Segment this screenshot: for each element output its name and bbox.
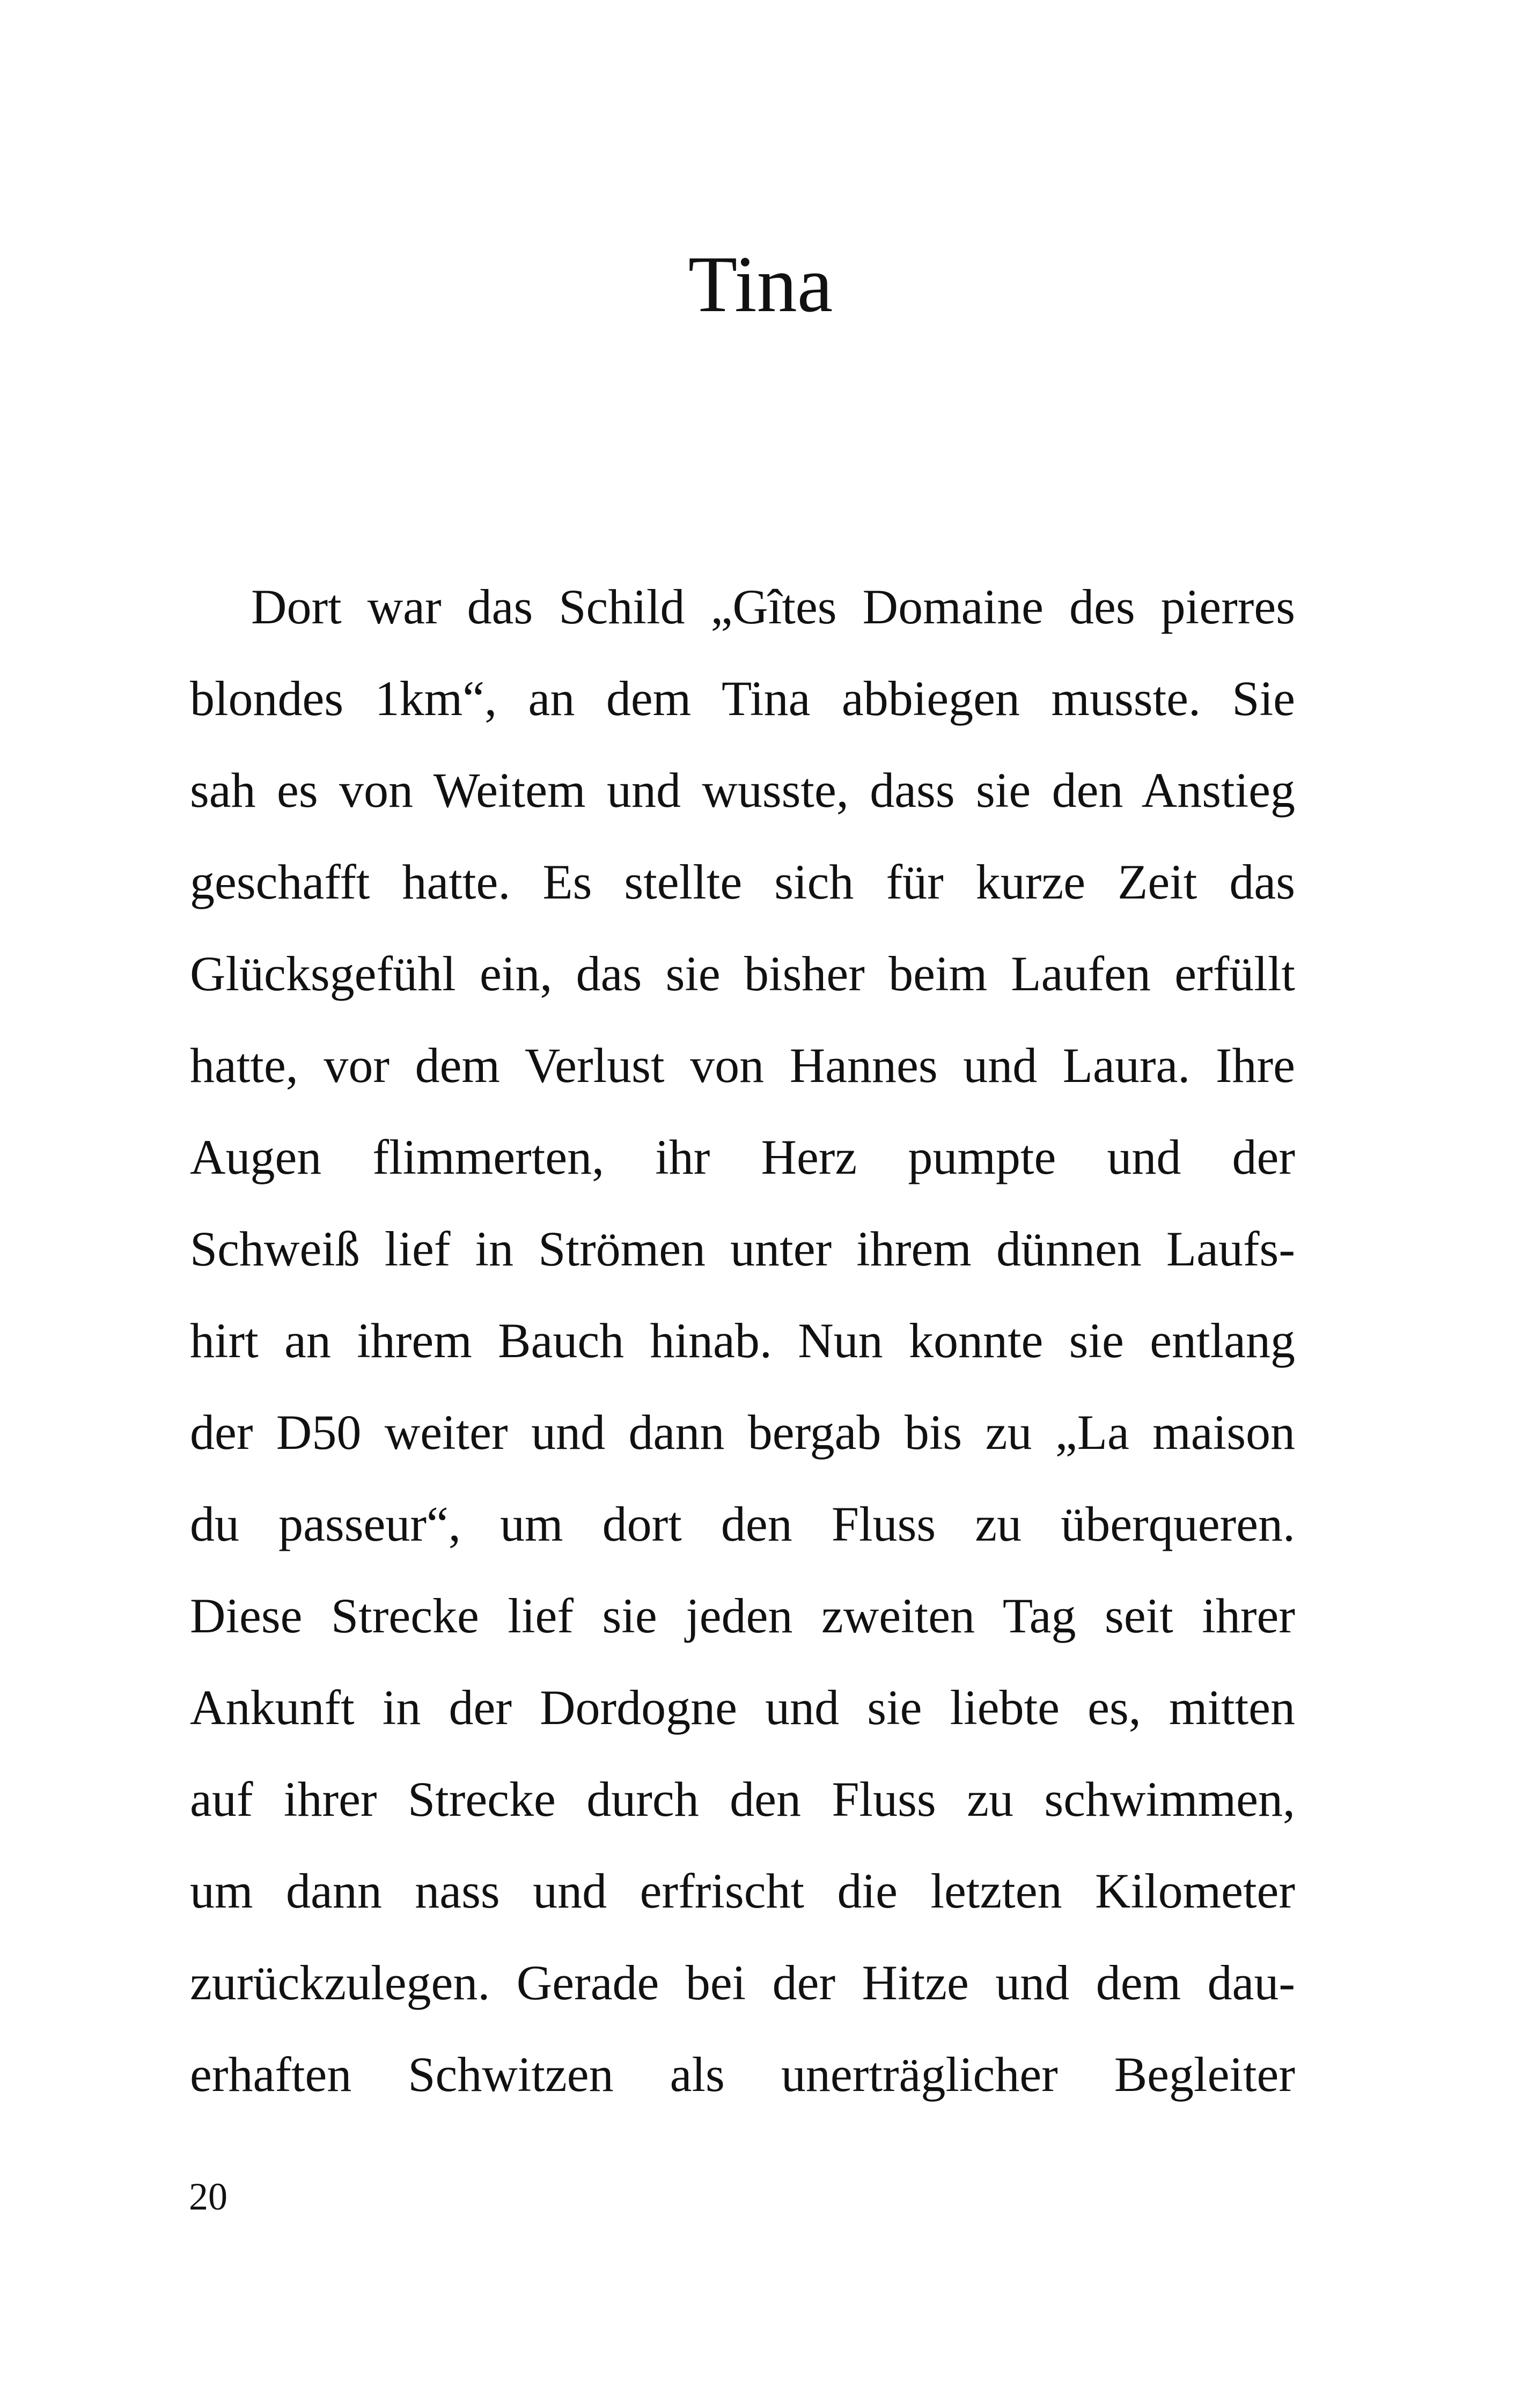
text-line: erhaften Schwitzen als unerträglicher Begleiter: [190, 2047, 1295, 2102]
text-line: Schweiß lief in Strömen unter ihrem dünnen Laufs-: [190, 1221, 1295, 1276]
text-line: um dann nass und erfrischt die letzten Kilometer: [190, 1864, 1295, 1918]
chapter-title: Tina: [688, 240, 833, 329]
text-line: Dort war das Schild „Gîtes Domaine des pierres: [251, 579, 1295, 634]
page-number: 20: [189, 2175, 227, 2218]
text-line: geschafft hatte. Es stellte sich für kurze Zeit das: [190, 855, 1295, 909]
body-paragraph: [190, 561, 1295, 2120]
text-line: der D50 weiter und dann bergab bis zu „La maison: [190, 1405, 1295, 1460]
text-line: blondes 1km“, an dem Tina abbiegen musste. Sie: [190, 671, 1295, 726]
text-line: sah es von Weitem und wusste, dass sie den Anstieg: [190, 763, 1295, 818]
text-line: hatte, vor dem Verlust von Hannes und Laura. Ihre: [190, 1038, 1295, 1093]
text-line: hirt an ihrem Bauch hinab. Nun konnte sie entlang: [190, 1313, 1295, 1368]
text-line: Glücksgefühl ein, das sie bisher beim Laufen erfüllt: [190, 946, 1295, 1001]
text-line: Augen flimmerten, ihr Herz pumpte und der: [190, 1130, 1295, 1184]
text-line: auf ihrer Strecke durch den Fluss zu schwimmen,: [190, 1772, 1295, 1827]
text-line: Diese Strecke lief sie jeden zweiten Tag seit ihrer: [190, 1588, 1295, 1643]
text-line: zurückzulegen. Gerade bei der Hitze und dem dau-: [190, 1955, 1295, 2010]
text-line: du passeur“, um dort den Fluss zu überqueren.: [190, 1497, 1295, 1551]
text-line: Ankunft in der Dordogne und sie liebte es, mitten: [190, 1680, 1295, 1735]
